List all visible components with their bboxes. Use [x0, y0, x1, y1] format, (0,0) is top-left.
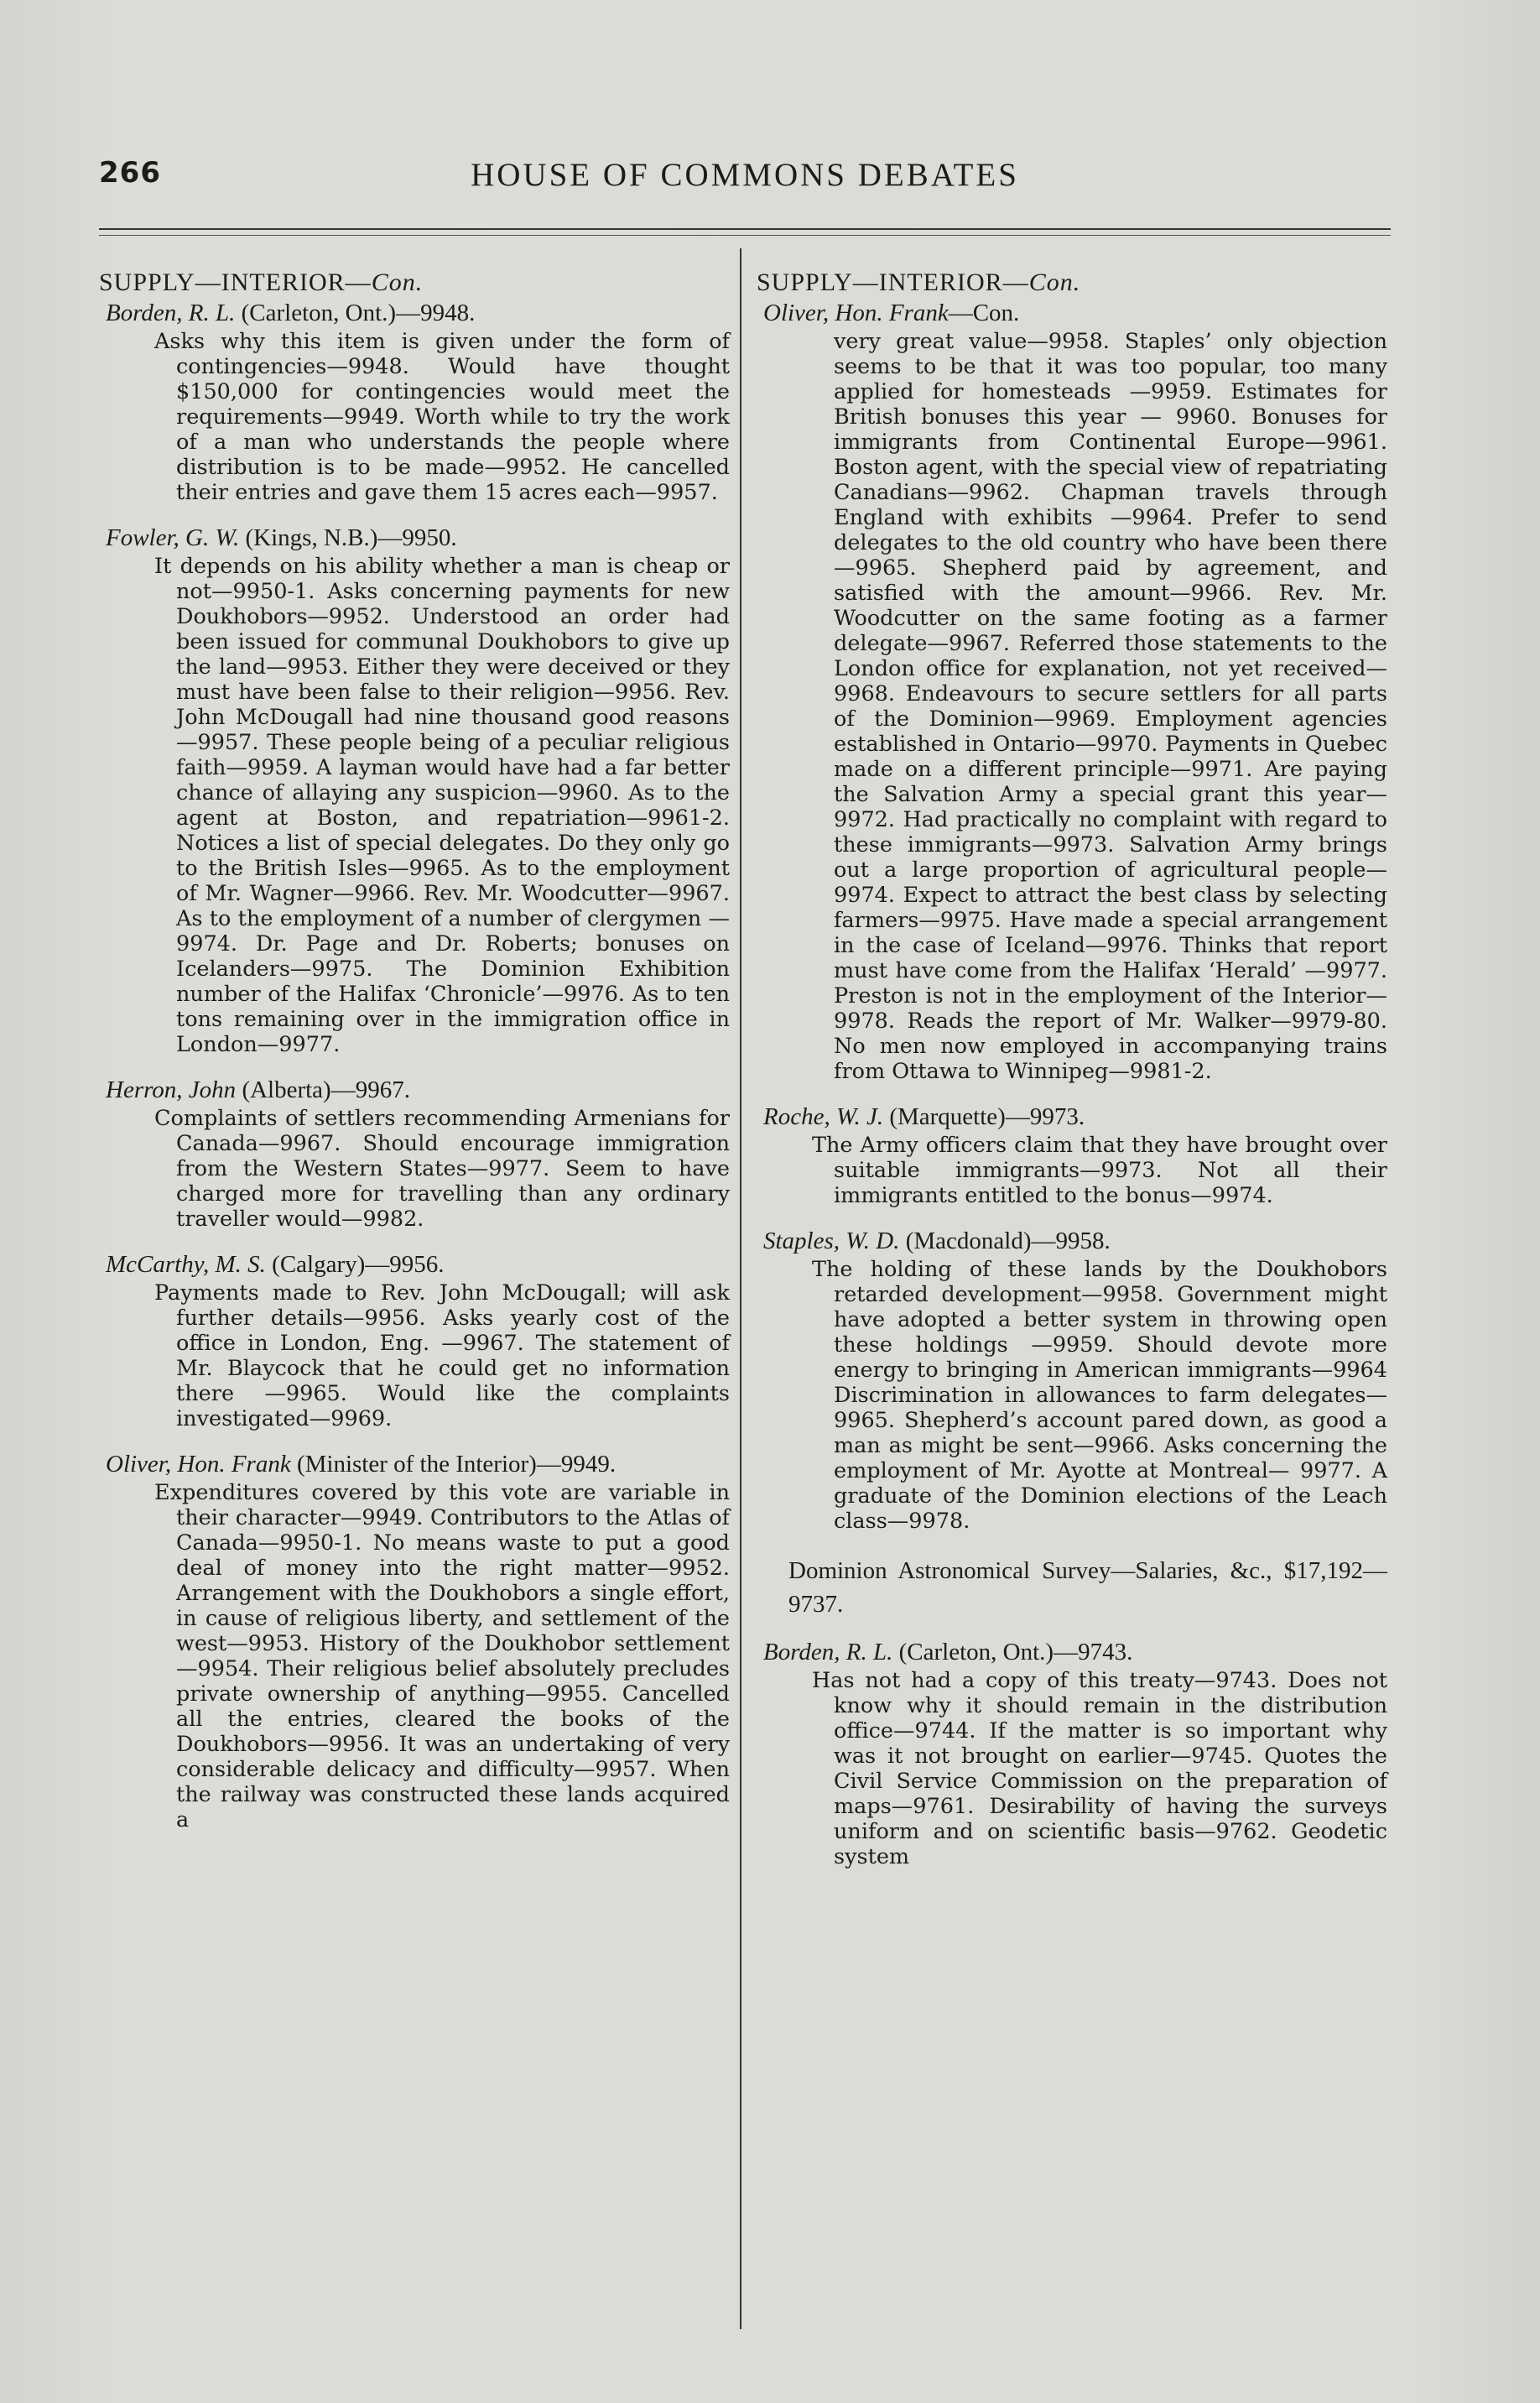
entry-text: Expenditures covered by this vote are variable in their character—9949. Contributors to the Atlas of Canada—9950-1. No means waste to put a good deal of money into the right matter—9952. Arrangement with the Doukhobors a single effort, in cause of religious liberty, and settlement of the west—9953. History of the Doukhobor settlement—9954. Their religious belief absolutely precludes private ownership of anything—9955. Cancelled all the entries, cleared the books of the Doukhobors—9956. It was an undertaking of very considerable delicacy and difficulty—9957. When the railway was constructed these lands acquired a	[154, 1480, 730, 1832]
speaker-detail: (Macdonald)—9958.	[905, 1228, 1111, 1254]
speaker-detail: (Minister of the Interior)—9949.	[296, 1451, 617, 1478]
page-header	[99, 156, 1391, 206]
speaker-line	[106, 1452, 730, 1477]
speaker-line	[763, 1639, 1387, 1665]
index-entry	[757, 1104, 1387, 1208]
index-entry	[757, 300, 1387, 1084]
index-entry	[99, 1452, 730, 1832]
speaker-line	[106, 525, 730, 550]
vote-item-heading: Dominion Astronomical Survey—Salaries, &c., $17,192—9737.	[788, 1557, 1387, 1618]
speaker-name: McCarthy, M. S.	[106, 1251, 266, 1278]
speaker-detail: (Kings, N.B.)—9950.	[245, 524, 457, 551]
speaker-name: Oliver, Hon. Frank	[106, 1451, 291, 1478]
index-entry	[99, 525, 730, 1057]
section-heading-suffix: Con.	[1028, 268, 1081, 296]
index-entry	[757, 1228, 1387, 1534]
speaker-detail: (Calgary)—9956.	[272, 1251, 445, 1278]
speaker-line	[763, 300, 1387, 326]
speaker-name: Herron, John	[106, 1076, 237, 1103]
index-entry	[757, 1639, 1387, 1869]
column-divider	[740, 248, 741, 2329]
running-title: HOUSE OF COMMONS DEBATES	[471, 157, 1019, 193]
header-rule	[99, 228, 1391, 236]
speaker-detail: —Con.	[948, 300, 1020, 326]
speaker-name: Staples, W. D.	[763, 1228, 900, 1254]
section-heading-suffix: Con.	[371, 268, 424, 296]
section-heading-prefix: SUPPLY—INTERIOR—	[99, 268, 372, 296]
section-heading	[99, 270, 730, 295]
speaker-line	[106, 1252, 730, 1277]
entry-text: Has not had a copy of this treaty—9743. Does not know why it should remain in the distribution office—9744. If the matter is so important why was it not brought on earlier—9745. Quotes the Civil Service Commission on the preparation of maps—9761. Desirability of having the surveys uniform and on scientific basis—9762. Geodetic system	[812, 1668, 1387, 1869]
speaker-detail: (Carleton, Ont.)—9743.	[898, 1639, 1133, 1665]
speaker-name: Oliver, Hon. Frank	[763, 300, 949, 326]
entry-text: It depends on his ability whether a man is cheap or not—9950-1. Asks concerning payments for new Doukhobors—9952. Understood an order had been issued for communal Doukhobors to give up the land—9953. Either they were deceived or they must have been false to their religion—9956. Rev. John McDougall had nine thousand good reasons —9957. These people being of a peculiar religious faith—9959. A layman would have had a far better chance of allaying any suspicion—9960. As to the agent at Boston, and repatriation—9961-2. Notices a list of special delegates. Do they only go to the British Isles—9965. As to the employment of Mr. Wagner—9966. Rev. Mr. Woodcutter—9967. As to the employment of a number of clergymen —9974. Dr. Page and Dr. Roberts; bonuses on Icelanders—9975. The Dominion Exhibition number of the Halifax ‘Chronicle’—9976. As to ten tons remaining over in the immigration office in London—9977.	[154, 554, 730, 1057]
speaker-name: Fowler, G. W.	[106, 524, 240, 551]
entry-text: Payments made to Rev. John McDougall; will ask further details—9956. Asks yearly cost of the office in London, Eng. —9967. The statement of Mr. Blaycock that he could get no information there —9965. Would like the complaints investigated—9969.	[154, 1280, 730, 1431]
speaker-name: Roche, W. J.	[763, 1103, 884, 1130]
index-entry	[99, 1077, 730, 1232]
entry-text: Asks why this item is given under the form of contingencies—9948. Would have thought $150,000 for contingencies would meet the requirements—9949. Worth while to try the work of a man who understands the people where distribution is to be made—9952. He cancelled their entries and gave them 15 acres each—9957.	[154, 329, 730, 505]
section-heading	[757, 270, 1387, 295]
page-number: 266	[99, 156, 161, 190]
speaker-detail: (Carleton, Ont.)—9948.	[241, 300, 476, 326]
section-heading-prefix: SUPPLY—INTERIOR—	[757, 268, 1029, 296]
speaker-line	[763, 1228, 1387, 1254]
index-entry	[99, 1252, 730, 1431]
speaker-line	[106, 1077, 730, 1102]
speaker-detail: (Alberta)—9967.	[242, 1076, 410, 1103]
index-entry	[99, 300, 730, 505]
left-column	[99, 267, 730, 1853]
speaker-line	[763, 1104, 1387, 1129]
entry-text: very great value—9958. Staples’ only objection seems to be that it was too popular, too many applied for homesteads —9959. Estimates for British bonuses this year — 9960. Bonuses for immigrants from Continental Europe—9961. Boston agent, with the special view of repatriating Canadians—9962. Chapman travels through England with exhibits —9964. Prefer to send delegates to the old country who have been there—9965. Shepherd paid by agreement, and satisfied with the amount—9966. Rev. Mr. Woodcutter on the same footing as a farmer delegate—9967. Referred those statements to the London office for explanation, not yet received—9968. Endeavours to secure settlers for all parts of the Dominion—9969. Employment agencies established in Ontario—9970. Payments in Quebec made on a different principle—9971. Are paying the Salvation Army a special grant this year— 9972. Had practically no complaint with regard to these immigrants—9973. Salvation Army brings out a large proportion of agricultural people—9974. Expect to attract the best class by selecting farmers—9975. Have made a special arrangement in the case of Iceland—9976. Thinks that report must have come from the Halifax ‘Herald’ —9977. Preston is not in the employment of the Interior—9978. Reads the report of Mr. Walker—9979-80. No men now employed in accompanying trains from Ottawa to Winnipeg—9981-2.	[834, 329, 1387, 1084]
speaker-line	[106, 300, 730, 326]
speaker-detail: (Marquette)—9973.	[889, 1103, 1085, 1130]
speaker-name: Borden, R. L.	[106, 300, 236, 326]
entry-text: The holding of these lands by the Doukhobors retarded development—9958. Government might have adopted a better system in throwing open these holdings —9959. Should devote more energy to bringing in American immigrants—9964 Discrimination in allowances to farm delegates—9965. Shepherd’s account pared down, as good a man as might be sent—9966. Asks concerning the employment of Mr. Ayotte at Montreal— 9977. A graduate of the Dominion elections of the Leach class—9978.	[812, 1257, 1387, 1534]
entry-text: The Army officers claim that they have brought over suitable immigrants—9973. Not all their immigrants entitled to the bonus—9974.	[812, 1133, 1387, 1208]
right-column	[757, 267, 1387, 1890]
entry-text: Complaints of settlers recommending Armenians for Canada—9967. Should encourage immigration from the Western States—9977. Seem to have charged more for travelling than any ordinary traveller would—9982.	[154, 1106, 730, 1232]
speaker-name: Borden, R. L.	[763, 1639, 893, 1665]
